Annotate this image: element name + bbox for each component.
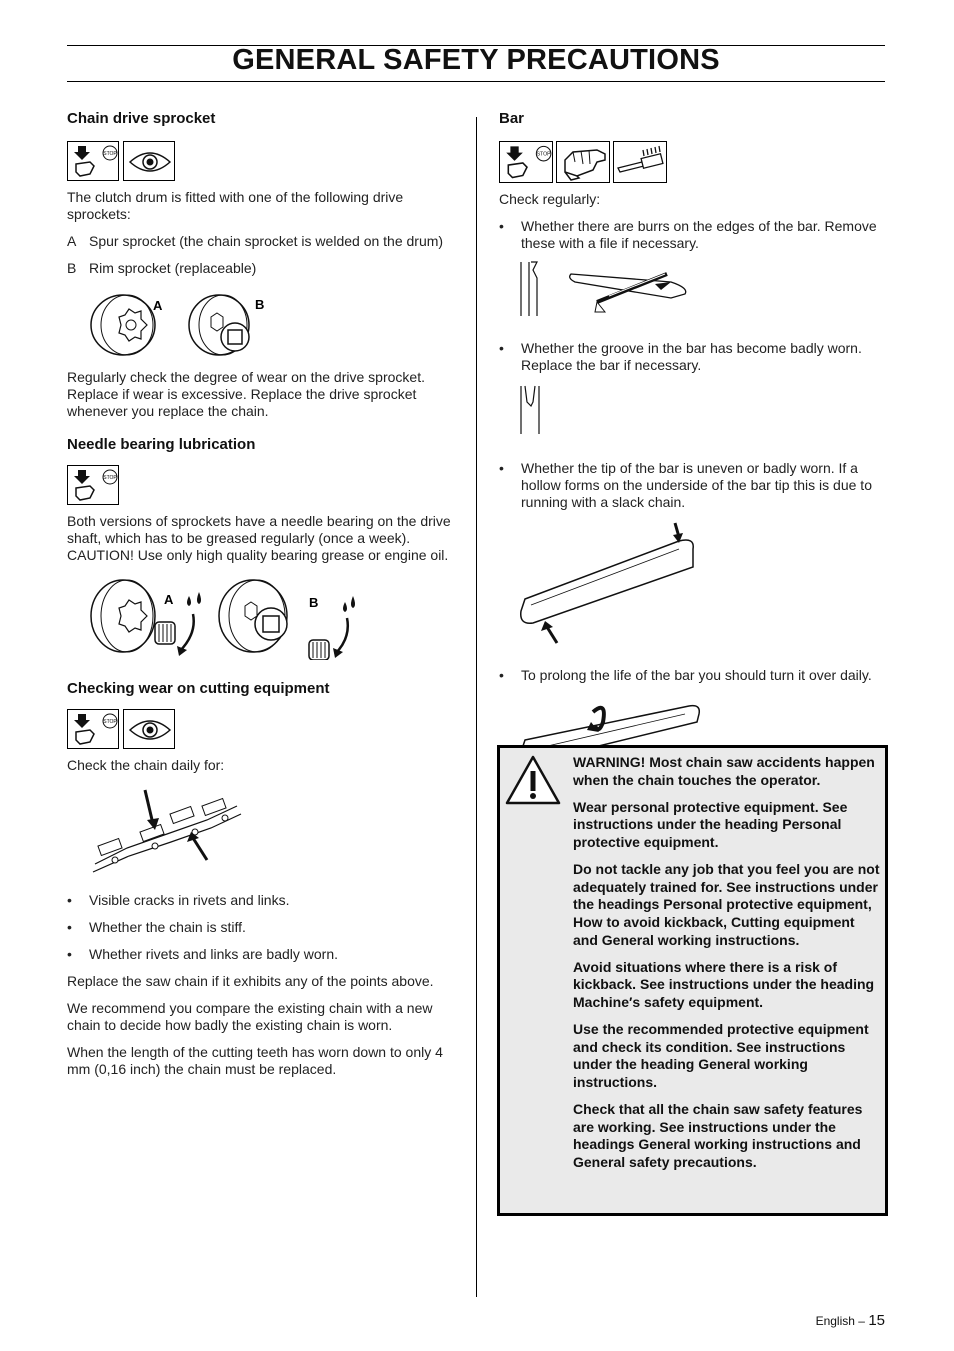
list-item: • Whether there are burrs on the edges of the bar. Remove these with a file if necessary. xyxy=(499,218,877,251)
column-divider xyxy=(476,117,477,1297)
svg-text:STOP: STOP xyxy=(103,151,117,157)
warning-paragraph: WARNING! Most chain saw accidents happen when the chain touches the operator. xyxy=(573,754,875,788)
sprocket-types-illustration xyxy=(67,287,307,361)
list-item: • To prolong the life of the bar you should turn it over daily. xyxy=(499,667,872,683)
wear-icon-row xyxy=(67,709,459,749)
footer-separator: – xyxy=(858,1314,865,1328)
warning-paragraph: Check that all the chain saw safety features are working. See instructions under the headings General working instructions and General safety precautions. xyxy=(573,1101,863,1170)
header-bottom-rule xyxy=(67,81,885,82)
stop-switch-icon xyxy=(67,141,119,181)
wear-length-note: When the length of the cutting teeth has worn down to only 4 mm (0,16 inch) the chain must be replaced. xyxy=(67,1044,443,1077)
bar-icon-row xyxy=(499,141,889,183)
right-column xyxy=(499,110,889,772)
chain-wear-illustration xyxy=(67,784,267,880)
footer-language: English xyxy=(815,1314,855,1328)
list-item: • Whether rivets and links are badly worn. xyxy=(67,946,338,962)
warning-paragraph: Use the recommended protective equipment and check its condition. See instructions under the heading General working instructions. xyxy=(573,1021,869,1090)
list-item: • Whether the chain is stiff. xyxy=(67,919,246,935)
warning-triangle-icon xyxy=(505,753,561,805)
page-title: GENERAL SAFETY PRECAUTIONS xyxy=(232,44,720,76)
wear-heading: Checking wear on cutting equipment xyxy=(67,680,330,697)
bar-groove-illustration xyxy=(499,382,559,438)
svg-text:STOP: STOP xyxy=(103,475,117,481)
needle-bearing-illustration xyxy=(67,574,367,660)
bar-tip-wear-illustration xyxy=(499,519,709,649)
bar-heading: Bar xyxy=(499,110,525,127)
bar-intro: Check regularly: xyxy=(499,191,601,207)
list-item: • Whether the groove in the bar has become badly worn. Replace the bar if necessary. xyxy=(499,340,862,373)
sprocket-icon-row xyxy=(67,141,459,181)
figure-label-a: A xyxy=(164,592,174,607)
list-item: • Whether the tip of the bar is uneven or badly worn. If a hollow forms on the underside of the bar tip this is due to running with a slack chain. xyxy=(499,460,872,510)
list-item: • Visible cracks in rivets and links. xyxy=(67,892,290,908)
sprocket-heading: Chain drive sprocket xyxy=(67,110,216,127)
sprocket-item-b: B Rim sprocket (replaceable) xyxy=(67,260,257,276)
figure-label-b: B xyxy=(309,595,319,610)
warning-box xyxy=(497,745,888,1216)
stop-switch-icon xyxy=(499,141,553,183)
bar-burrs-illustration xyxy=(499,260,699,320)
warning-text xyxy=(573,754,881,1181)
svg-text:STOP: STOP xyxy=(536,151,551,158)
glove-icon xyxy=(556,141,610,183)
wear-replace-note: Replace the saw chain if it exhibits any of the points above. xyxy=(67,973,434,989)
warning-paragraph: Do not tackle any job that you feel you are not adequately trained for. See instructions under the headings Personal protective equipment, How to avoid kickback, Cutting equipment and General working instructions. xyxy=(573,861,880,948)
page-footer xyxy=(816,1312,885,1329)
stop-switch-icon xyxy=(67,465,119,505)
sprocket-intro: The clutch drum is fitted with one of the following drive sprockets: xyxy=(67,189,404,222)
wear-intro: Check the chain daily for: xyxy=(67,757,225,773)
needle-icon-row xyxy=(67,465,459,505)
eye-inspect-icon xyxy=(123,709,175,749)
sprocket-item-a: A Spur sprocket (the chain sprocket is welded on the drum) xyxy=(67,233,444,249)
needle-body: Both versions of sprockets have a needle bearing on the drive shaft, which has to be greased regularly (once a week). CAUTION! Use only high quality bearing grease or engine oil. xyxy=(67,513,451,563)
sprocket-body: Regularly check the degree of wear on the drive sprocket. Replace if wear is excessive. Replace the drive sprocket whenever you replace the chain. xyxy=(67,369,425,419)
wear-compare-note: We recommend you compare the existing chain with a new chain to decide how badly the existing chain is worn. xyxy=(67,1000,433,1033)
eye-inspect-icon xyxy=(123,141,175,181)
left-column xyxy=(67,110,459,1088)
brush-icon xyxy=(613,141,667,183)
needle-heading: Needle bearing lubrication xyxy=(67,436,256,453)
svg-text:STOP: STOP xyxy=(103,719,117,725)
warning-paragraph: Avoid situations where there is a risk of kickback. See instructions under the heading Machine′s safety equipment. xyxy=(573,958,875,1010)
figure-label-b: B xyxy=(255,297,265,312)
warning-paragraph: Wear personal protective equipment. See instructions under the heading Personal protective equipment. xyxy=(573,798,848,850)
figure-label-a: A xyxy=(153,298,163,313)
stop-switch-icon xyxy=(67,709,119,749)
page-number: 15 xyxy=(868,1312,885,1329)
